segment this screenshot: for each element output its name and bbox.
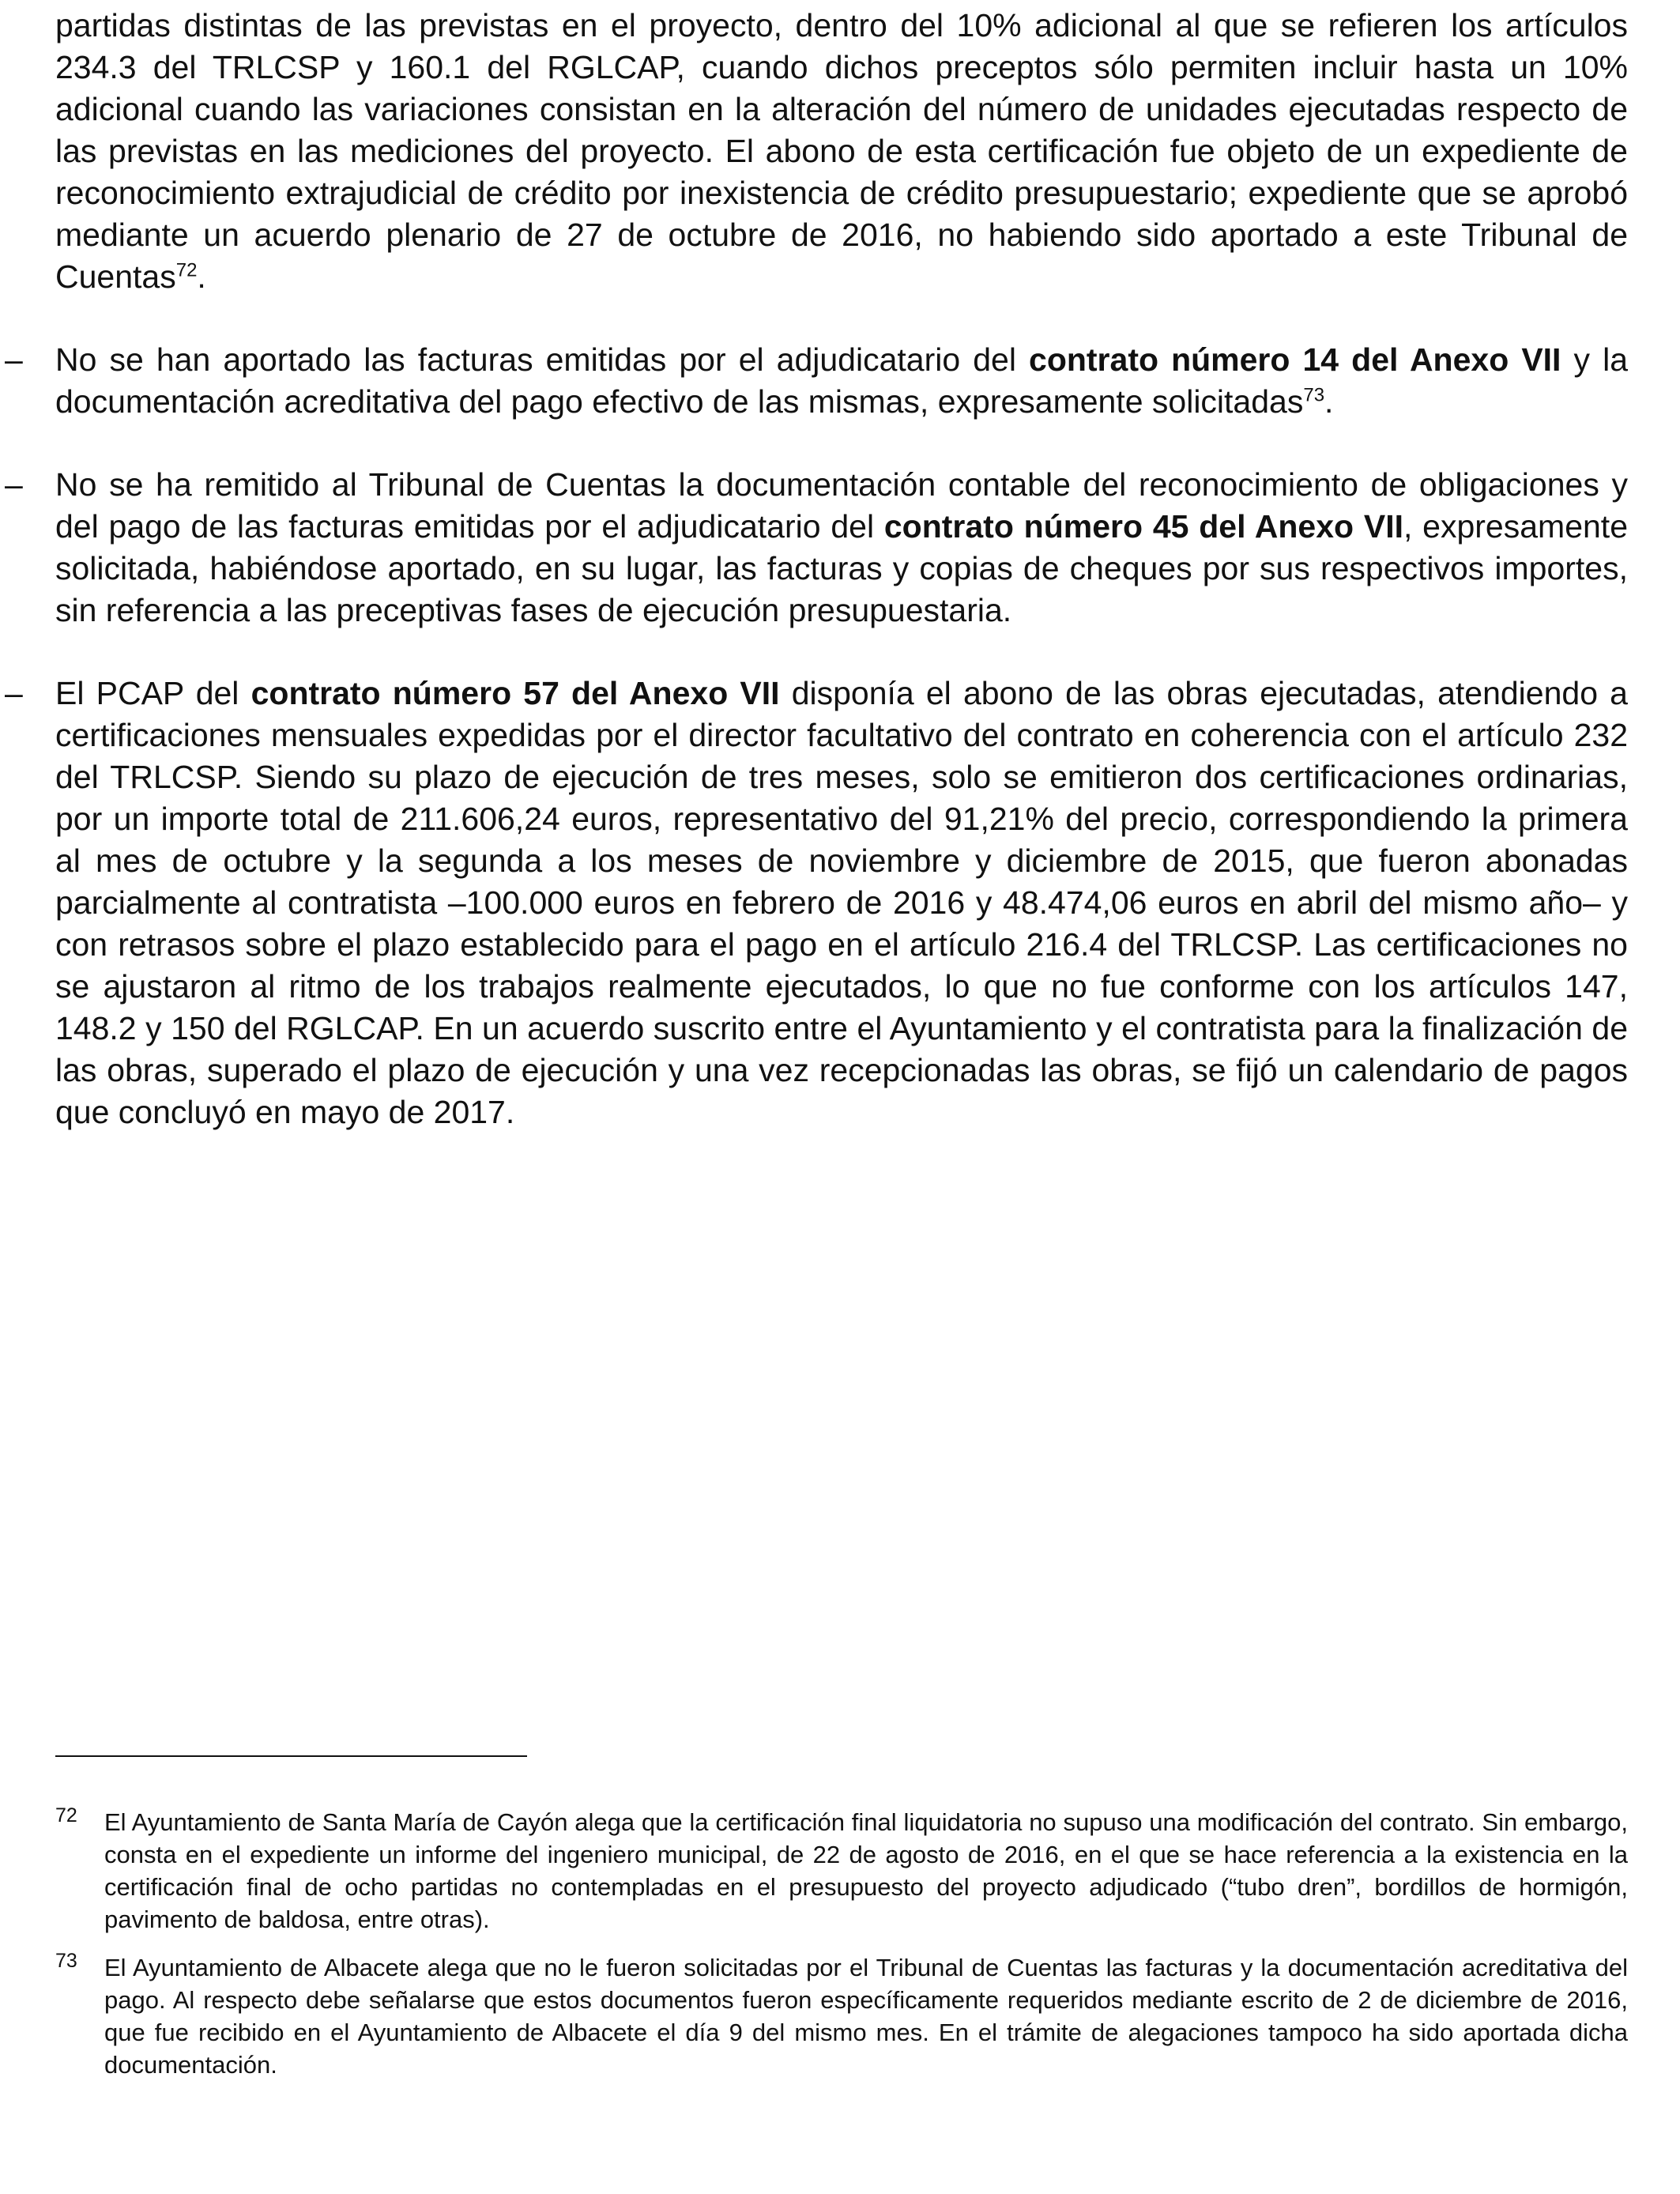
footnote-text: El Ayuntamiento de Albacete alega que no le fueron solicitadas por el Tribunal de Cuentas las facturas y la documentación acreditativa del pago. Al respecto debe señalarse que estos documentos fueron específicamente requeridos mediante escrito de 2 de diciembre de 2016, que fue recibido en el Ayuntamiento de Albacete el día 9 del mismo mes. En el trámite de alegaciones tampoco ha sido aportada dicha documentación. (104, 1954, 1628, 2079)
footnote-separator (55, 1755, 527, 1757)
document-body (5, 5, 1628, 1133)
footnote-number: 72 (55, 1804, 77, 1826)
bullet-item-contract-14 (5, 339, 1628, 423)
bullet-text: No se ha remitido al Tribunal de Cuentas la documentación contable del reconocimiento de obligaciones y del pago de las facturas emitidas por el adjudicatario del (55, 466, 1628, 545)
bullet-paragraph (55, 464, 1628, 631)
footnotes-section (55, 1806, 1628, 2097)
footnote-text: El Ayuntamiento de Santa María de Cayón alega que la certificación final liquidatoria no supuso una modificación del contrato. Sin embargo, consta en el expediente un informe del ingeniero municipal, de 22 de agosto de 2016, en el que se hace referencia a la existencia en la certificación final de ocho partidas no contempladas en el presupuesto del proyecto adjudicado (“tubo dren”, bordillos de hormigón, pavimento de baldosa, entre otras). (104, 1808, 1628, 1933)
bullet-text: No se han aportado las facturas emitidas por el adjudicatario del (55, 341, 1030, 378)
intro-text: partidas distintas de las previstas en el proyecto, dentro del 10% adicional al que se refieren los artículos 234.3 del TRLCSP y 160.1 del RGLCAP, cuando dichos preceptos sólo permiten incluir hasta un 10% adicional cuando las variaciones consistan en la alteración del número de unidades ejecutadas respecto de las previstas en las mediciones del proyecto. El abono de esta certificación fue objeto de un expediente de reconocimiento extrajudicial de crédito por inexistencia de crédito presupuestario; expediente que se aprobó mediante un acuerdo plenario de 27 de octubre de 2016, no habiendo sido aportado a este Tribunal de Cuentas (55, 7, 1628, 295)
bullet-paragraph (55, 339, 1628, 423)
footnote-ref-72[interactable]: 72 (175, 259, 198, 281)
bullet-paragraph (55, 673, 1628, 1133)
bullet-bold-text: contrato número 45 del Anexo VII (883, 508, 1403, 545)
dash-bullet-icon: – (5, 466, 23, 503)
bullet-end: . (1324, 383, 1334, 420)
footnote-number: 73 (55, 1950, 77, 1972)
footnote-73 (55, 1951, 1628, 2081)
bullet-item-contract-57 (5, 673, 1628, 1133)
dash-bullet-icon: – (5, 675, 23, 711)
footnote-ref-73[interactable]: 73 (1303, 384, 1325, 406)
bullet-item-contract-45 (5, 464, 1628, 631)
bullet-text: disponía el abono de las obras ejecutadas, atendiendo a certificaciones mensuales expedidas por el director facultativo del contrato en coherencia con el artículo 232 del TRLCSP. Siendo su plazo de ejecución de tres meses, solo se emitieron dos certificaciones ordinarias, por un importe total de 211.606,24 euros, representativo del 91,21% del precio, correspondiendo la primera al mes de octubre y la segunda a los meses de noviembre y diciembre de 2015, que fueron abonadas parcialmente al contratista –100.000 euros en febrero de 2016 y 48.474,06 euros en abril del mismo año– y con retrasos sobre el plazo establecido para el pago en el artículo 216.4 del TRLCSP. Las certificaciones no se ajustaron al ritmo de los trabajos realmente ejecutados, lo que no fue conforme con los artículos 147, 148.2 y 150 del RGLCAP. En un acuerdo suscrito entre el Ayuntamiento y el contratista para la finalización de las obras, superado el plazo de ejecución y una vez recepcionadas las obras, se fijó un calendario de pagos que concluyó en mayo de 2017. (55, 675, 1628, 1130)
bullet-text: y la documentación acreditativa del pago efectivo de las mismas, expresamente solicitadas (55, 341, 1628, 420)
bullet-bold-text: contrato número 14 del Anexo VII (1029, 341, 1561, 378)
footnote-72 (55, 1806, 1628, 1936)
bullet-bold-text: contrato número 57 del Anexo VII (250, 675, 780, 711)
dash-bullet-icon: – (5, 341, 23, 378)
intro-end: . (197, 258, 206, 295)
bullet-text: El PCAP del (55, 675, 251, 711)
bullet-text: , expresamente solicitada, habiéndose aportado, en su lugar, las facturas y copias de cheques por sus respectivos importes, sin referencia a las preceptivas fases de ejecución presupuestaria. (55, 508, 1628, 628)
intro-paragraph (55, 5, 1628, 298)
